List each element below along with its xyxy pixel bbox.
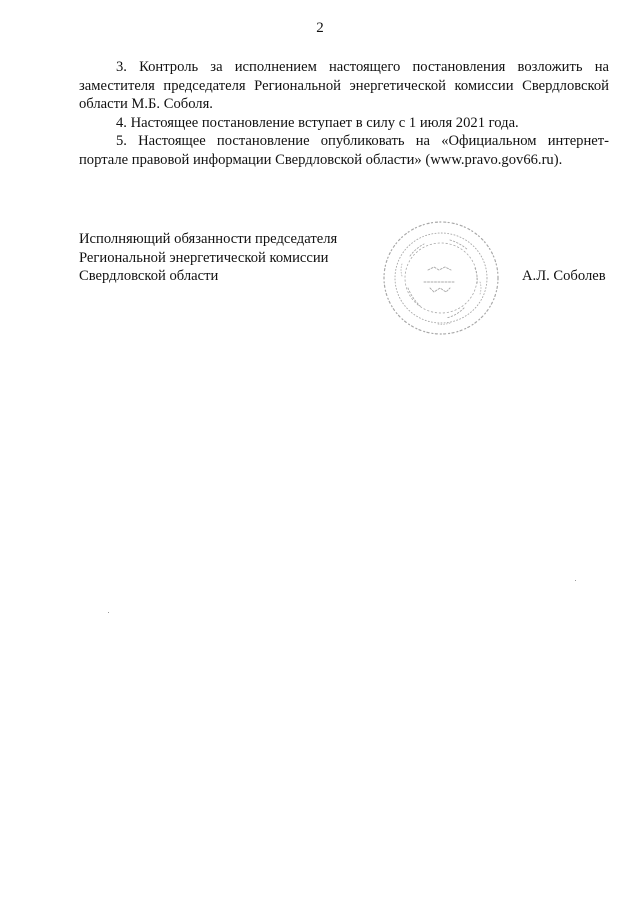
signatory-position-line: Исполняющий обязанности председателя <box>79 231 338 247</box>
scan-speck <box>108 612 109 613</box>
signatory-position-line: Региональной энергетической комиссии <box>79 249 329 266</box>
official-seal <box>380 218 502 338</box>
signatory-name: А.Л. Соболев <box>522 268 606 284</box>
page-number: 2 <box>316 20 324 36</box>
signatory-position <box>79 230 379 286</box>
document-body <box>79 58 609 169</box>
signatory-position-line: Свердловской области <box>79 268 219 284</box>
scan-speck <box>575 580 576 581</box>
paragraph-control: 3. Контроль за исполнением настоящего постановления возложить на заместителя председателя Региональной энергетической комиссии Свердловской области М.Б. Соболя. <box>79 59 609 112</box>
paragraph-effective-date: 4. Настоящее постановление вступает в силу с 1 июля 2021 года. <box>116 114 519 131</box>
paragraph-publication: 5. Настоящее постановление опубликовать на «Официальном интернет-портале правовой информации Свердловской области» (www.pravo.gov66.ru). <box>79 133 609 168</box>
